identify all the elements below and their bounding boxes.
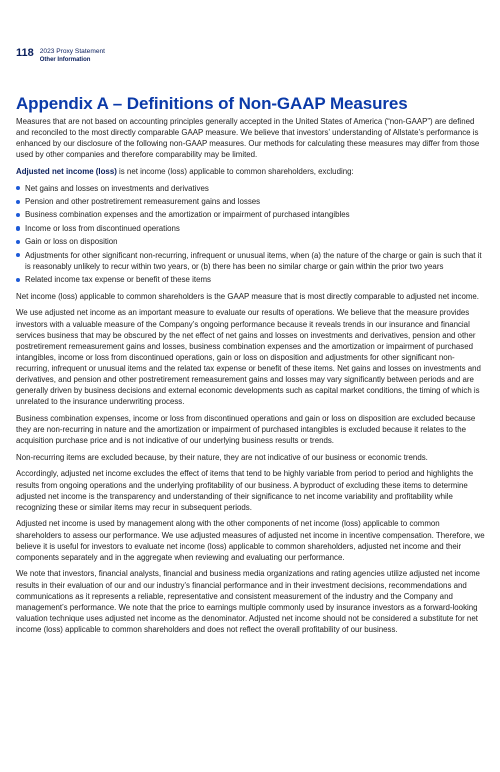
body-paragraph: Business combination expenses, income or loss from discontinued operations and gain or loss on disposition are excluded because they are non-recurring in nature and the amortization or impairment of purchased intangibles is excluded because it relates to the acquisition purchase price and is not indicative of our underlying business results or trends.	[16, 413, 476, 446]
header-text	[40, 47, 105, 65]
bullet-icon	[16, 253, 20, 257]
definition-paragraph	[16, 166, 486, 177]
list-item	[16, 223, 486, 234]
bullet-icon	[16, 186, 20, 190]
list-item	[16, 196, 486, 207]
intro-paragraph: Measures that are not based on accounting principles generally accepted in the United States of America (“non-GAAP”) are defined and reconciled to the most directly comparable GAAP measure. We believe that investors’ understanding of Allstate’s performance is enhanced by our disclosure of the following non-GAAP measures. Our methods for calculating these measures may differ from those used by other companies and therefore comparability may be limited.	[16, 117, 480, 160]
list-item	[16, 250, 486, 272]
document-title: 2023 Proxy Statement	[39, 48, 105, 55]
list-item	[16, 209, 486, 220]
document-body	[16, 116, 486, 641]
bullet-icon	[16, 226, 20, 230]
body-paragraph: Adjusted net income is used by management along with the other components of net income (loss) applicable to common shareholders to assess our performance. We use adjusted measures of adjusted net income in incentive compensation. Therefore, we believe it is useful for investors to evaluate net income (loss) applicable to common shareholders, adjusted net income and their components separately and in the aggregate when reviewing and evaluating our performance.	[16, 519, 485, 562]
list-item-text: Net gains and losses on investments and derivatives	[25, 183, 209, 193]
list-item-text: Pension and other postretirement remeasurement gains and losses	[25, 197, 261, 207]
page-title: Appendix A – Definitions of Non-GAAP Measures	[16, 94, 408, 113]
body-paragraph: Non-recurring items are excluded because, by their nature, they are not indicative of our business or economic trends.	[16, 452, 428, 462]
list-item	[16, 274, 486, 285]
section-name: Other Information	[39, 57, 91, 63]
bullet-icon	[16, 240, 20, 244]
list-item-text: Income or loss from discontinued operations	[25, 223, 180, 233]
list-item-text: Business combination expenses and the amortization or impairment of purchased intangibles	[25, 210, 350, 220]
list-item	[16, 183, 486, 194]
definition-text: is net income (loss) applicable to common shareholders, excluding:	[116, 166, 354, 176]
body-paragraph: Net income (loss) applicable to common shareholders is the GAAP measure that is most directly comparable to adjusted net income.	[16, 291, 479, 301]
list-item-text: Related income tax expense or benefit of these items	[25, 275, 211, 285]
page-number: 118	[16, 47, 34, 59]
body-paragraph: We use adjusted net income as an important measure to evaluate our results of operations. We believe that the measure provides investors with a valuable measure of the Company’s ongoing performance because it reveals trends in our insurance and financial services business that may be obscured by the net effect of net gains and losses on investments and derivatives, pension and other postretirement remeasurement gains and losses, business combination expenses and the amortization or impairment of purchased intangibles, income or loss from discontinued operations, gain or loss on disposition and adjustments for other significant non-recurring, infrequent or unusual items and the related tax expense or benefit of these items. Net gains and losses on investments and derivatives, and pension and other postretirement remeasurement gains and losses may vary significantly between periods and are generally driven by business decisions and external economic developments such as capital market conditions, the timing of which is unrelated to the insurance underwriting process.	[16, 308, 481, 407]
list-item-text: Gain or loss on disposition	[25, 237, 118, 247]
list-item	[16, 236, 486, 247]
bullet-icon	[16, 278, 20, 282]
body-paragraph: We note that investors, financial analysts, financial and business media organizations and rating agencies utilize adjusted net income results in their evaluation of our and our industry’s financial performance and in their investment decisions, recommendations and communications as it represents a reliable, representative and consistent measurement of the industry and the Company and management’s performance. We note that the price to earnings multiple commonly used by insurance investors as a forward-looking valuation technique uses adjusted net income as the denominator. Adjusted net income should not be considered a substitute for net income (loss) applicable to common shareholders and does not reflect the overall profitability of our business.	[16, 569, 480, 634]
definition-term: Adjusted net income (loss)	[16, 166, 117, 176]
bullet-icon	[16, 200, 20, 204]
exclusions-list	[16, 183, 486, 286]
bullet-icon	[16, 213, 20, 217]
body-paragraph: Accordingly, adjusted net income excludes the effect of items that tend to be highly variable from period to period and highlights the results from ongoing operations and the underlying profitability of our business. A byproduct of excluding these items to determine adjusted net income is the transparency and understanding of their significance to net income variability and profitability while recognizing these or similar items may recur in subsequent periods.	[16, 469, 474, 512]
list-item-text: Adjustments for other significant non-recurring, infrequent or unusual items, when (a) the nature of the charge or gain is such that it is reasonably unlikely to recur within two years, or (b) there has been no similar charge or gain within the prior two years	[25, 250, 482, 271]
page-header	[16, 47, 105, 65]
